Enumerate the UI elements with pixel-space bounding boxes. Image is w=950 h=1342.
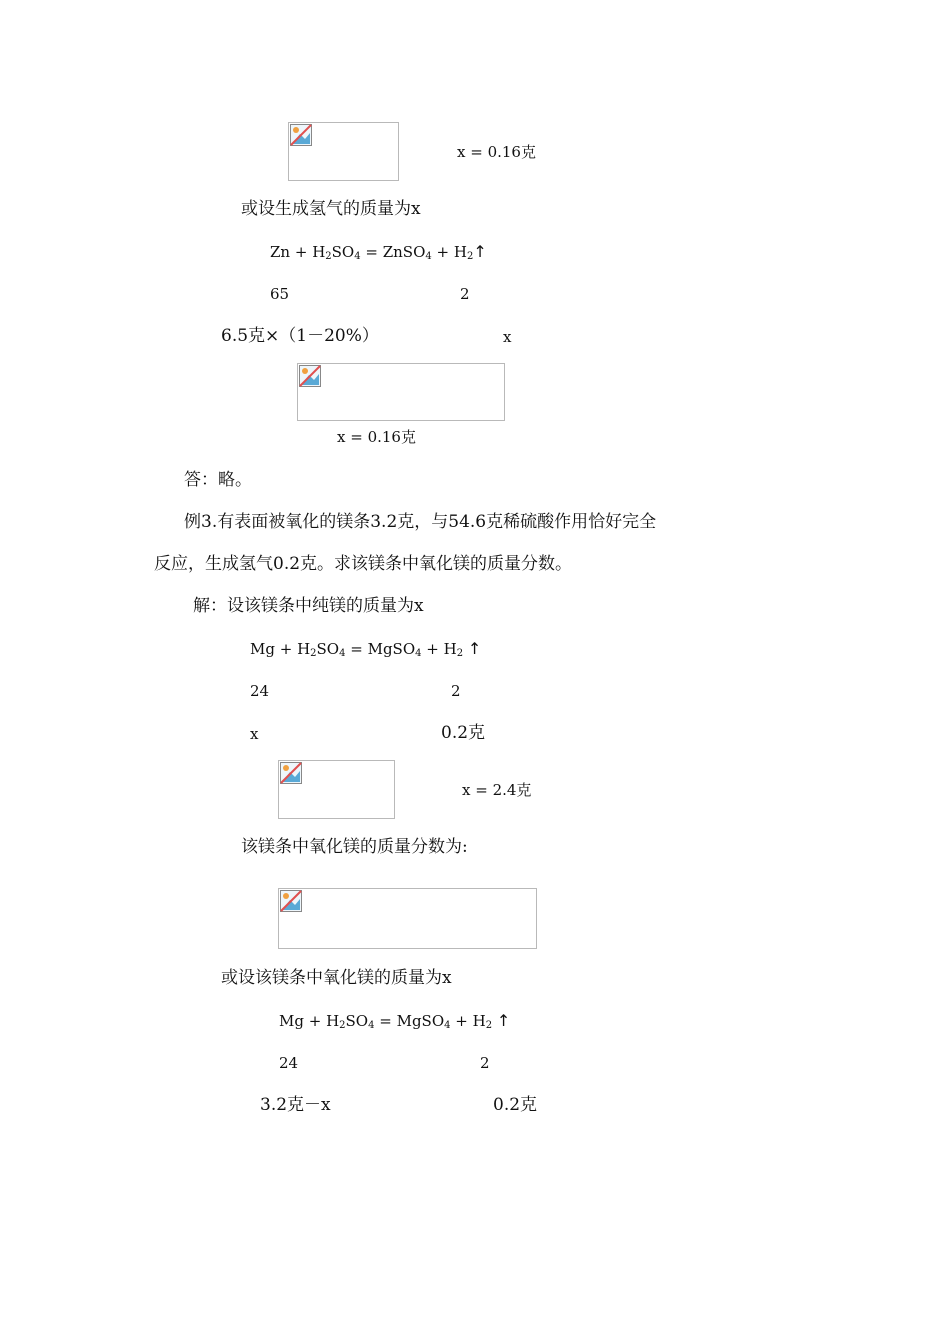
broken-image-icon bbox=[299, 365, 321, 387]
broken-image-icon bbox=[290, 124, 312, 146]
example-3-line-1: 例3.有表面被氧化的镁条3.2克，与54.6克稀硫酸作用恰好完全 bbox=[184, 512, 657, 532]
mg-mass-ratio-2: 24 bbox=[279, 1054, 299, 1072]
solution-assumption: 解：设该镁条中纯镁的质量为x bbox=[193, 596, 424, 616]
zn-mass-ratio: 65 bbox=[270, 285, 290, 303]
broken-image-icon bbox=[280, 762, 302, 784]
h2-mass-ratio-3: 2 bbox=[480, 1054, 490, 1072]
mass-fraction-label: 该镁条中氧化镁的质量分数为: bbox=[241, 837, 468, 857]
equation-zn: $Zn + H_2SO_4$ = ZnSO$_4$ + $H_2↑$ bbox=[270, 242, 487, 262]
broken-image-icon bbox=[280, 890, 302, 912]
h2-mass-ratio: 2 bbox=[460, 285, 470, 303]
alt-assumption-1: 或设生成氢气的质量为x bbox=[241, 199, 421, 219]
formula-image-1 bbox=[288, 122, 399, 181]
h2-actual-mass-1: 0.2克 bbox=[441, 723, 486, 743]
formula-image-3 bbox=[278, 760, 395, 819]
alt-assumption-2: 或设该镁条中氧化镁的质量为x bbox=[221, 968, 452, 988]
equation-mg-1: $Mg + H_2SO_4$ = MgSO$_4$ + $H_2$ ↑ bbox=[250, 639, 482, 659]
mg-actual-mass: 3.2克－x bbox=[260, 1095, 331, 1115]
mg-mass-ratio-1: 24 bbox=[250, 682, 270, 700]
zn-actual-mass: 6.5克×（1－20%） bbox=[221, 326, 379, 346]
answer-line: 答：略。 bbox=[184, 470, 252, 490]
equation-mg-2: $Mg + H_2SO_4$ = MgSO$_4$ + $H_2$ ↑ bbox=[279, 1011, 511, 1031]
result-x-3: x = 2.4克 bbox=[462, 781, 532, 799]
formula-image-4 bbox=[278, 888, 537, 949]
result-x-1: x = 0.16克 bbox=[457, 143, 536, 161]
example-3-line-2: 反应，生成氢气0.2克。求该镁条中氧化镁的质量分数。 bbox=[154, 554, 573, 574]
h2-unknown: x bbox=[503, 328, 512, 346]
h2-mass-ratio-2: 2 bbox=[451, 682, 461, 700]
mg-unknown: x bbox=[250, 725, 259, 743]
result-x-2: x = 0.16克 bbox=[337, 428, 416, 446]
h2-actual-mass-2: 0.2克 bbox=[493, 1095, 538, 1115]
formula-image-2 bbox=[297, 363, 505, 421]
